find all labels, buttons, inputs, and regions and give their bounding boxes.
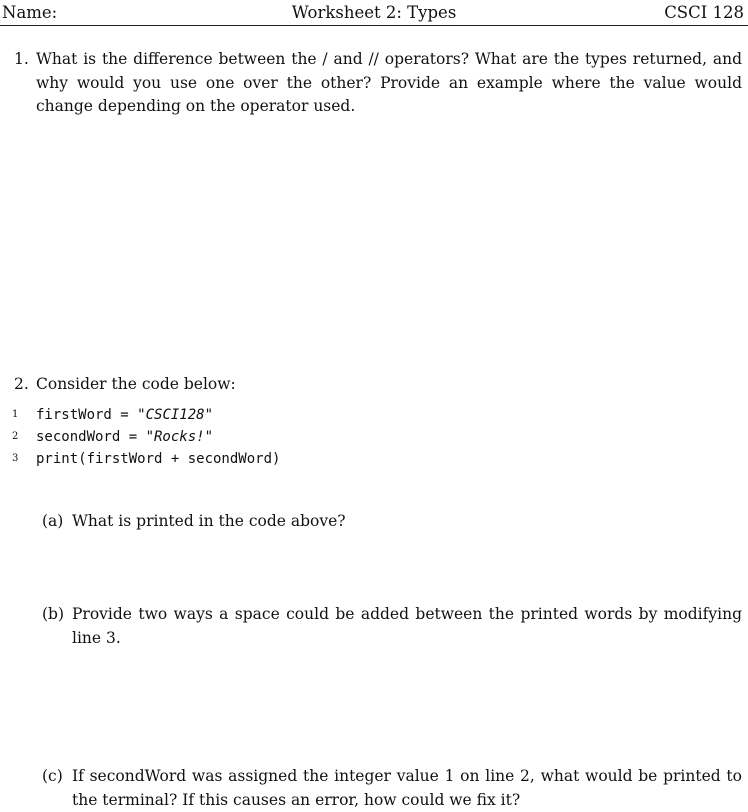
subquestion-label: (c) [42, 767, 63, 785]
worksheet-title: Worksheet 2: Types [291, 3, 457, 22]
code-prefix: firstWord = [36, 407, 138, 423]
code-listing [0, 404, 748, 470]
question-1 [14, 48, 742, 119]
subquestion-text: Provide two ways a space could be added between the printed words by modifying line 3. [72, 605, 742, 647]
code-line [0, 426, 748, 448]
question-2a [42, 510, 742, 534]
code-text [36, 448, 280, 470]
code-prefix: secondWord = [36, 429, 146, 445]
question-2c [42, 765, 742, 812]
code-prefix: print(firstWord + secondWord) [36, 451, 281, 467]
subquestion-label: (b) [42, 605, 65, 623]
question-number: 1. [14, 50, 29, 68]
question-text: What is the difference between the / and // operators? What are the types returned, and why would you use one over the other? Provide an example where the value would change depending on the operator used. [36, 50, 742, 115]
line-number: 2 [12, 431, 19, 442]
course-code: CSCI 128 [664, 3, 744, 22]
code-line [0, 404, 748, 426]
subquestion-text: If secondWord was assigned the integer value 1 on line 2, what would be printed to the terminal? If this causes an error, how could we fix it? [72, 767, 742, 809]
question-number: 2. [14, 375, 29, 393]
code-line [0, 448, 748, 470]
code-text [36, 426, 213, 448]
question-2 [14, 373, 742, 397]
question-2b [42, 603, 742, 650]
worksheet-header [0, 0, 748, 26]
line-number: 3 [12, 453, 19, 464]
name-label: Name: [2, 3, 58, 22]
code-string-literal: "CSCI128" [137, 407, 214, 423]
subquestion-text: What is printed in the code above? [72, 512, 346, 530]
code-string-literal: "Rocks!" [145, 429, 214, 445]
line-number: 1 [12, 409, 19, 420]
question-text: Consider the code below: [36, 375, 236, 393]
header-rule [0, 25, 748, 26]
code-text [36, 404, 213, 426]
subquestion-label: (a) [42, 512, 64, 530]
